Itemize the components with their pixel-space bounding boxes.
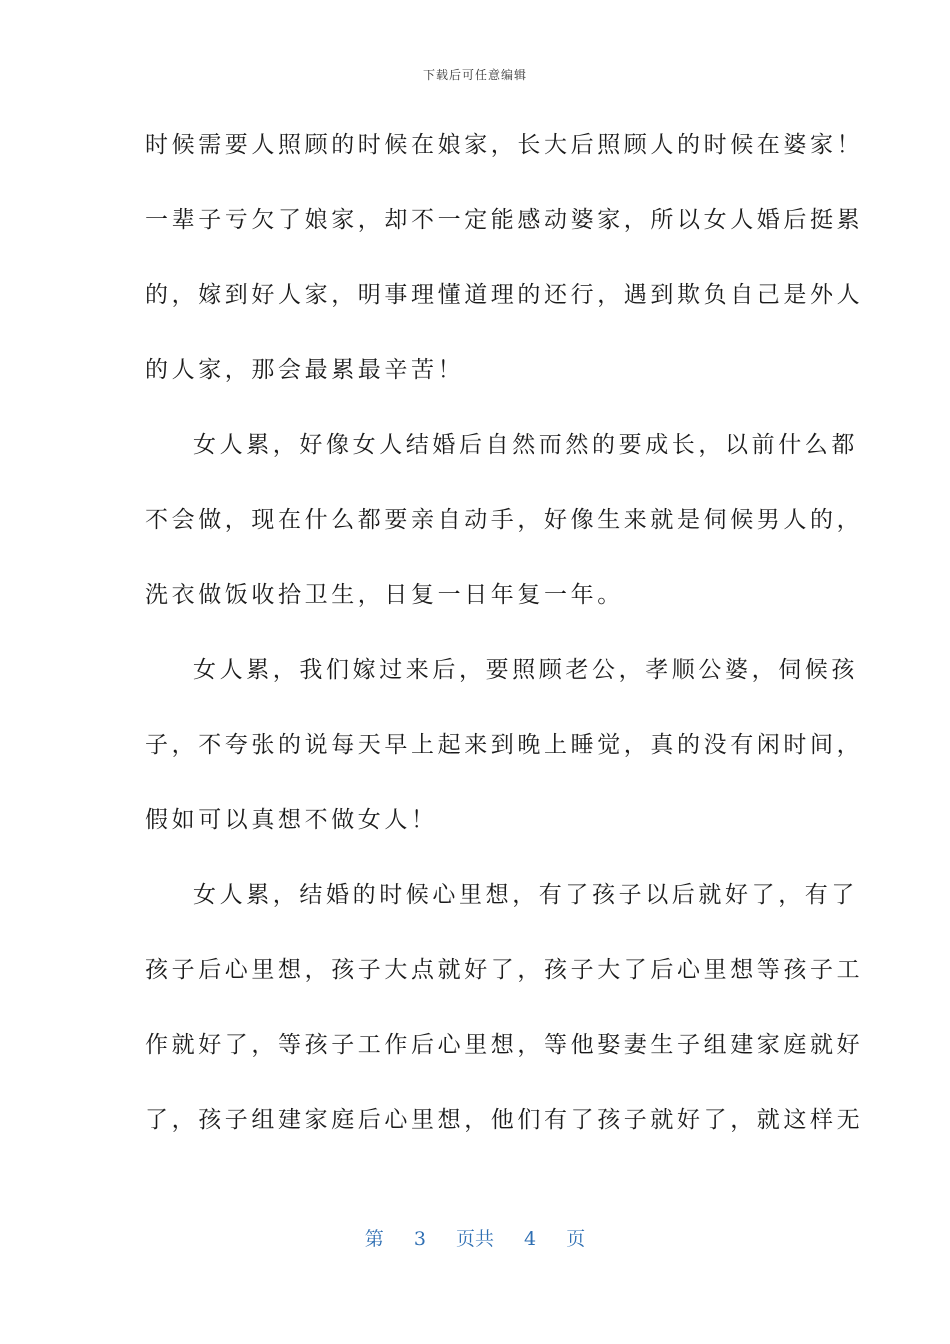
page-number-suffix: 页	[566, 1228, 586, 1250]
text-line: 不会做，现在什么都要亲自动手，好像生来就是伺候男人的，	[145, 507, 864, 533]
text-line: 的，嫁到好人家，明事理懂道理的还行，遇到欺负自己是外人	[145, 282, 864, 308]
page-number-middle: 页共	[455, 1228, 494, 1250]
paragraph-first-line: 女人累，好像女人结婚后自然而然的要成长，以前什么都	[193, 432, 858, 458]
text-line: 假如可以真想不做女人！	[145, 807, 438, 833]
text-line: 孩子后心里想，孩子大点就好了，孩子大了后心里想等孩子工	[145, 957, 864, 983]
page-footer	[0, 1224, 950, 1251]
text-line: 的人家，那会最累最辛苦！	[145, 357, 465, 383]
document-body	[145, 120, 864, 1170]
page-header: 下载后可任意编辑	[422, 68, 527, 82]
text-line: 一辈子亏欠了娘家，却不一定能感动婆家，所以女人婚后挺累	[145, 207, 864, 233]
paragraph-first-line: 女人累，结婚的时候心里想，有了孩子以后就好了，有了	[193, 882, 858, 908]
text-line: 子，不夸张的说每天早上起来到晚上睡觉，真的没有闲时间，	[145, 732, 864, 758]
paragraph-first-line: 女人累，我们嫁过来后，要照顾老公，孝顺公婆，伺候孩	[193, 657, 858, 683]
text-line: 作就好了，等孩子工作后心里想，等他娶妻生子组建家庭就好	[145, 1032, 864, 1058]
page-number-prefix: 第	[364, 1228, 384, 1250]
text-line: 洗衣做饭收拾卫生，日复一日年复一年。	[145, 582, 624, 608]
total-pages-number: 4	[524, 1228, 537, 1250]
current-page-number: 3	[413, 1228, 426, 1250]
text-line: 时候需要人照顾的时候在娘家，长大后照顾人的时候在婆家！	[145, 132, 864, 158]
text-line: 了，孩子组建家庭后心里想，他们有了孩子就好了，就这样无	[145, 1107, 864, 1133]
